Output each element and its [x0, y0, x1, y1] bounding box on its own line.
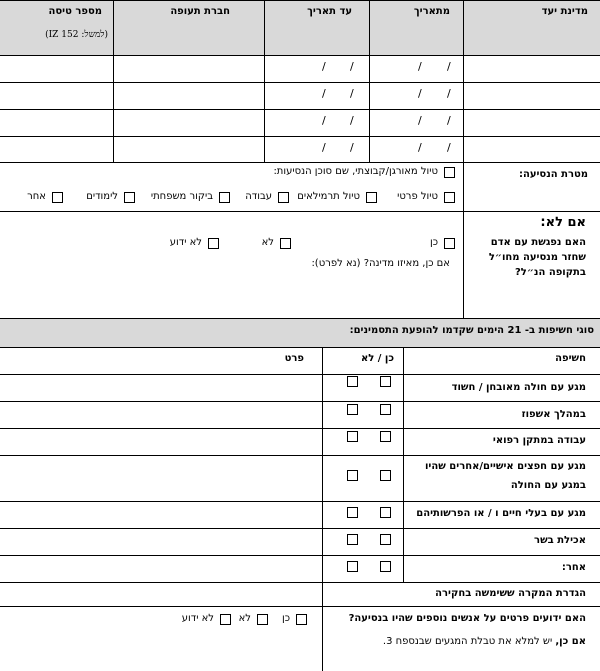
contact-yes-checkbox[interactable] [444, 238, 455, 249]
header-airline: חברת תעופה [170, 6, 230, 17]
if-yes-country-label: אם כן, מאיזו מדינה? (נא לפרט): [311, 258, 450, 269]
exposure-yes-checkbox[interactable] [380, 404, 391, 415]
exposure-no-checkbox[interactable] [347, 376, 358, 387]
if-yes-contacts-instruction [383, 637, 586, 647]
case-definition-label: הגדרת המקרה ששימשה בחקירה [435, 588, 586, 599]
contact-unknown-label: לא ידוע [169, 237, 202, 248]
exposure-row-label: מגע עם חולה מאובחן / חשוד [451, 382, 586, 393]
others-no-checkbox[interactable] [257, 614, 268, 625]
other-purpose-label: אחר [27, 191, 46, 202]
others-yes-label: כן [281, 613, 290, 624]
others-unknown-checkbox[interactable] [220, 614, 231, 625]
exposure-section-title: סוגי חשיפות ב- 21 הימים שקדמו להופעת התסמינים: [349, 325, 594, 336]
others-yes-checkbox[interactable] [296, 614, 307, 625]
exposure-row-label: במהלך אשפוז [521, 409, 586, 420]
exposure-yes-checkbox[interactable] [380, 507, 391, 518]
exposure-yes-checkbox[interactable] [380, 376, 391, 387]
other-travelers-question: האם ידועים פרטים על אנשים נוספים שהיו בנסיעה? [348, 613, 586, 624]
contact-unknown-checkbox[interactable] [208, 238, 219, 249]
header-from-date: מתאריך [413, 6, 450, 17]
exposure-no-checkbox[interactable] [347, 470, 358, 481]
exposure-yes-checkbox[interactable] [380, 534, 391, 545]
exposure-yes-checkbox[interactable] [380, 470, 391, 481]
exposure-row-label: מגע עם חפצים אישיים/אחרים שהיו [424, 461, 586, 472]
header-to-date: עד תאריך [307, 6, 352, 17]
work-checkbox[interactable] [278, 192, 289, 203]
other-purpose-checkbox[interactable] [52, 192, 63, 203]
private-trip-label: טיול פרטי [397, 191, 438, 202]
contact-no-label: לא [261, 237, 274, 248]
others-no-label: לא [238, 613, 251, 624]
col-exposure-header: חשיפה [555, 353, 586, 364]
exposure-row-label: במגע עם החולה [510, 480, 586, 491]
backpacking-label: טיול תרמילאים [297, 191, 360, 202]
work-label: עבודה [245, 191, 272, 202]
exposure-yes-checkbox[interactable] [380, 431, 391, 442]
flight-number-example: (למשל: IZ 152) [45, 30, 108, 40]
header-destination: מדינת יעד [541, 6, 588, 17]
exposure-no-checkbox[interactable] [347, 534, 358, 545]
family-visit-label: ביקור משפחתי [150, 191, 213, 202]
organized-trip-checkbox[interactable] [444, 167, 455, 178]
exposure-no-checkbox[interactable] [347, 507, 358, 518]
trip-purpose-label: מטרת הנסיעה: [518, 169, 588, 180]
exposure-yes-checkbox[interactable] [380, 561, 391, 572]
exposure-no-checkbox[interactable] [347, 431, 358, 442]
others-unknown-label: לא ידוע [181, 613, 214, 624]
if-yes-rest: יש למלא את טבלת המגעים שבנספח 3. [382, 636, 556, 647]
if-no-heading: אם לא: [540, 215, 586, 230]
header-flight-number: מספר טיסה [48, 6, 102, 17]
exposure-row-label: מגע עם בעלי חיים ו / או הפרשותיהם [416, 508, 586, 519]
backpacking-checkbox[interactable] [366, 192, 377, 203]
private-trip-checkbox[interactable] [444, 192, 455, 203]
family-visit-checkbox[interactable] [219, 192, 230, 203]
contact-yes-label: כן [429, 237, 438, 248]
studies-label: לימודים [86, 191, 118, 202]
exposure-no-checkbox[interactable] [347, 561, 358, 572]
contact-question-line1: האם נפגשת עם אדם [490, 237, 586, 248]
contact-question-line3: בתקופה הנ״ל? [514, 267, 586, 278]
exposure-no-checkbox[interactable] [347, 404, 358, 415]
contact-question-line2: שחזר מנסיעה מחו״ל [488, 252, 586, 263]
col-yes-no-header: כן / לא [360, 353, 394, 364]
exposure-row-label: אחר: [561, 562, 586, 573]
organized-trip-label: טיול מאורגן/קבוצתי, שם סוכן הנסיעות: [273, 166, 438, 177]
exposure-row-label: אכילת בשר [534, 535, 586, 546]
if-yes-prefix: אם כן, [555, 636, 586, 647]
studies-checkbox[interactable] [124, 192, 135, 203]
exposure-row-label: עבודה במתקן רפואי [492, 435, 586, 446]
col-details-header: פרט [284, 353, 304, 364]
contact-no-checkbox[interactable] [280, 238, 291, 249]
